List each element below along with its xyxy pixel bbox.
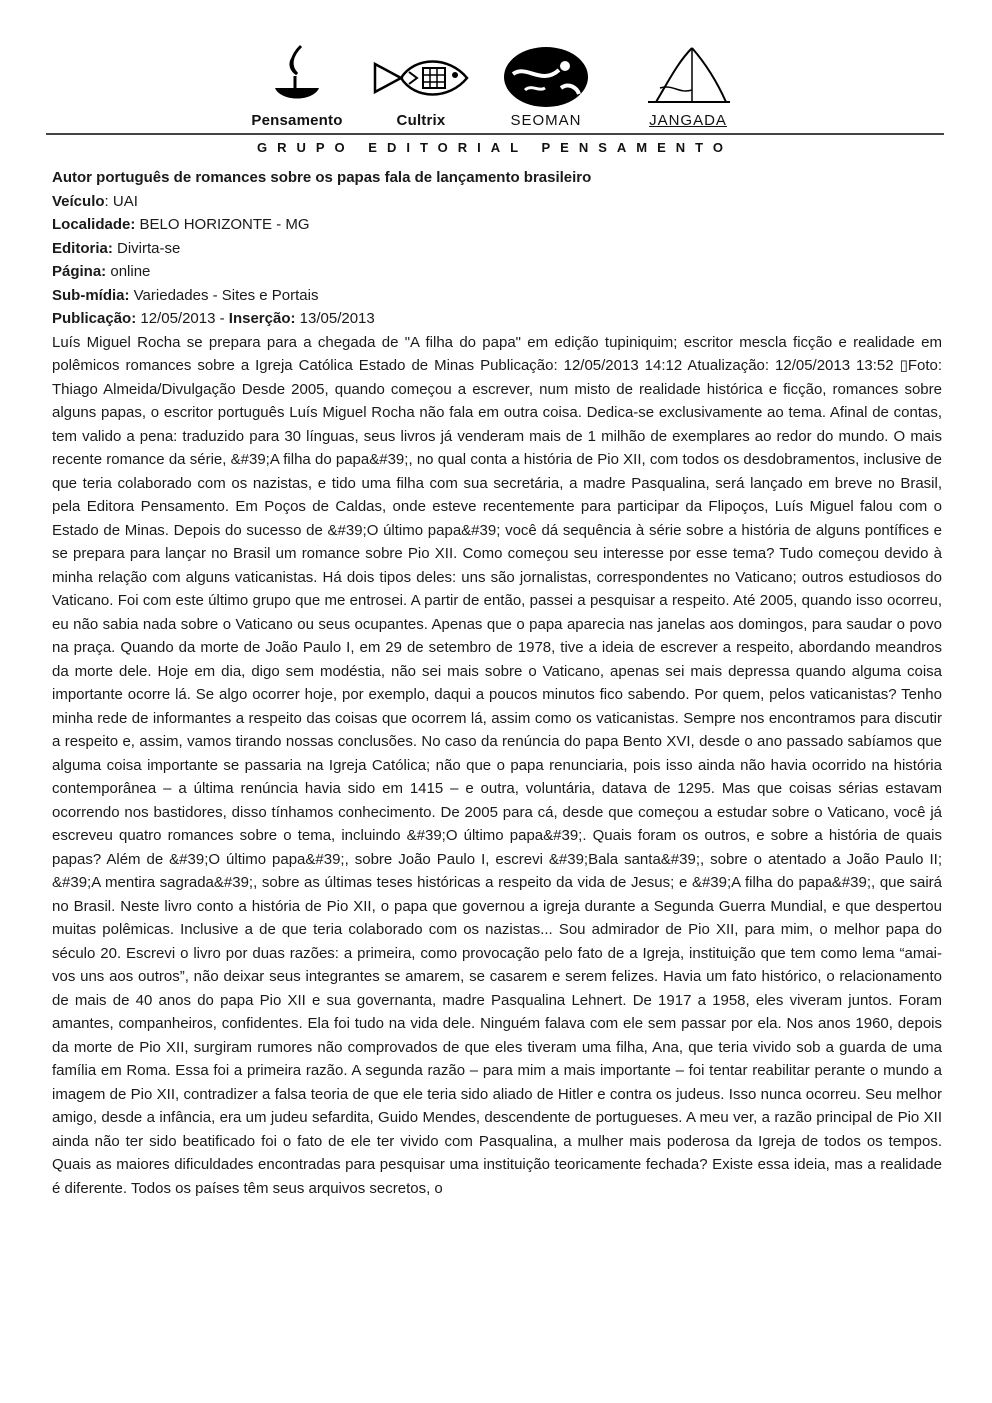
group-name: GRUPO EDITORIAL PENSAMENTO (257, 140, 733, 155)
logo-pensamento (236, 44, 358, 129)
page-header (0, 0, 992, 160)
meta-localidade (52, 213, 942, 237)
meta-editoria (52, 237, 942, 261)
meta-value: Variedades - Sites e Portais (129, 286, 319, 304)
meta-label: Veículo (52, 192, 105, 210)
sail-icon (638, 44, 738, 108)
logo-label: Pensamento (251, 112, 343, 129)
meta-label: Inserção: (228, 310, 296, 327)
logo-label: Cultrix (396, 112, 446, 129)
meta-label: Publicação: (52, 310, 137, 327)
meta-veiculo (52, 190, 942, 214)
article (52, 166, 942, 1200)
logo-label: JANGADA (649, 112, 727, 129)
logo-seoman (490, 44, 602, 129)
logo-cultrix (366, 44, 476, 129)
lamp-icon (267, 44, 327, 108)
meta-publicacao (52, 307, 942, 331)
meta-value: : UAI (104, 192, 138, 210)
meta-value: 12/05/2013 - (136, 310, 229, 327)
sphere-icon (501, 44, 591, 108)
meta-label: Editoria: (52, 239, 113, 257)
logo-label: SEOMAN (510, 112, 582, 129)
meta-value: Divirta-se (112, 239, 181, 257)
meta-pagina (52, 260, 942, 284)
meta-label: Página: (52, 263, 107, 280)
meta-value: BELO HORIZONTE - MG (135, 216, 310, 233)
meta-label: Sub-mídia: (52, 286, 130, 304)
meta-submidia (52, 284, 942, 308)
article-body: Luís Miguel Rocha se prepara para a chegada de "A filha do papa" em edição tupiniquim; escritor mescla ficção e realidade em polêmicos romances sobre a Igreja Católica Estado de Minas Publicação: 12/05/2013 14:12 Atualização: 12/05/2013 13:52 ▯Foto: Thiago Almeida/Divulgação Desde 2005, quando começou a escrever, num misto de realidade histórica e ficção, romances sobre alguns papas, o escritor português Luís Miguel Rocha não fala em outra coisa. Dedica-se exclusivamente ao tema. Afinal de contas, tem valido a pena: traduzido para 30 línguas, seus livros já venderam mais de 1 milhão de exemplares ao redor do mundo. O mais recente romance da série, &#39;A filha do papa&#39;, no qual conta a história de Pio XII, com todos os desdobramentos, inclusive de que teria colaborado com os nazistas, e tido uma filha com sua secretária, a madre Pasqualina, será lançado em breve no Brasil, pela Editora Pensamento. Em Poços de Caldas, onde esteve recentemente para participar da Flipoços, Luís Miguel falou com o Estado de Minas. Depois do sucesso de &#39;O último papa&#39; você dá sequência à série sobre a história de alguns pontífices e se prepara para lançar no Brasil um romance sobre Pio XII. Como começou seu interesse por esse tema? Tudo começou devido à minha relação com alguns vaticanistas. Há dois tipos deles: uns são jornalistas, correspondentes no Vaticano; outros estudiosos do Vaticano. Foi com este último grupo que me entrosei. A partir de então, passei a pesquisar a respeito. Até 2005, quando isso ocorreu, eu não sabia nada sobre o Vaticano ou seus ocupantes. Apenas que o papa aparecia nas janelas aos domingos, para saudar o povo na praça. Quando da morte de João Paulo I, em 29 de setembro de 1978, tive a ideia de escrever a respeito, abordando meandros da morte dele. Hoje em dia, digo sem modéstia, não sei mais sobre o Vaticano, apenas sei mais depressa quando alguma coisa importante ocorre lá. Se algo ocorrer hoje, por exemplo, daqui a poucos minutos fico sabendo. Por quem, pelos vaticanistas? Tenho minha rede de informantes a respeito das coisas que ocorrem lá, assim como os vaticanistas. Sempre nos encontramos para discutir a respeito e, assim, vamos tirando nossas conclusões. No caso da renúncia do papa Bento XVI, desde o ano passado sabíamos que alguma coisa importante se passaria na Igreja Católica; não que o papa renunciaria, pois isso ainda não havia ocorrido na história contemporânea – a última renúncia havia sido em 1415 – e outra, voluntária, datava de 1295. Mas que coisas sérias estavam ocorrendo nos bastidores, disso tínhamos conhecimento. De 2005 para cá, desde que começou a estudar sobre o Vaticano, você já escreveu quatro romances sobre o tema, incluindo &#39;O último papa&#39;. Quais foram os outros, e sobre a história de quais papas? Além de &#39;O último papa&#39;, sobre João Paulo I, escrevi &#39;Bala santa&#39;, sobre o atentado a João Paulo II; &#39;A mentira sagrada&#39;, sobre as últimas teses históricas a respeito da vida de Jesus; e &#39;A filha do papa&#39;, que sairá no Brasil. Neste livro conto a história de Pio XII, o papa que governou a igreja durante a Segunda Guerra Mundial, e que despertou muitas polêmicas. Inclusive a de que teria colaborado com os nazistas... Sou admirador de Pio XII, para mim, o melhor papa do século 20. Escrevi o livro por duas razões: a primeira, como provocação pelo fato de a Igreja, instituição que tem como lema “amai-vos uns aos outros”, não deixar seus integrantes se amarem, se casarem e serem felizes. Havia um fato histórico, o relacionamento de mais de 40 anos do papa Pio XII e sua governanta, madre Pasqualina Lehnert. De 1917 a 1958, eles viveram juntos. Foram amantes, companheiros, confidentes. Ela foi tudo na vida dele. Ninguém falava com ele sem passar por ela. Nos anos 1960, depois da morte de Pio XII, surgiram rumores não comprovados de que eles tiveram uma filha, Ana, que teria vivido sob a guarda de uma família em Roma. Essa foi a primeira razão. A segunda razão – para mim a mais importante – foi tentar reabilitar perante o mundo a imagem de Pio XII, contradizer a falsa teoria de que ele teria sido aliado de Hitler e contra os judeus. Isso nunca ocorreu. Seu melhor amigo, desde a infância, era um judeu sefardita, Guido Mendes, descendente de portugueses. A meu ver, a razão principal de Pio XII ainda não ter sido beatificado foi o fato de ele ter vivido com Pasqualina, a mulher mais poderosa da Igreja de todos os tempos. Quais as maiores dificuldades encontradas para pesquisar uma instituição teoricamente fechada? Existe essa ideia, mas a realidade é diferente. Todos os países têm seus arquivos secretos, o (52, 333, 942, 1197)
meta-value: 13/05/2013 (295, 310, 375, 327)
article-title: Autor português de romances sobre os papas fala de lançamento brasileiro (52, 169, 592, 186)
fish-icon (371, 44, 471, 108)
meta-value: online (106, 263, 151, 280)
header-divider (46, 133, 944, 135)
meta-label: Localidade: (52, 216, 136, 233)
logo-jangada (628, 44, 748, 129)
